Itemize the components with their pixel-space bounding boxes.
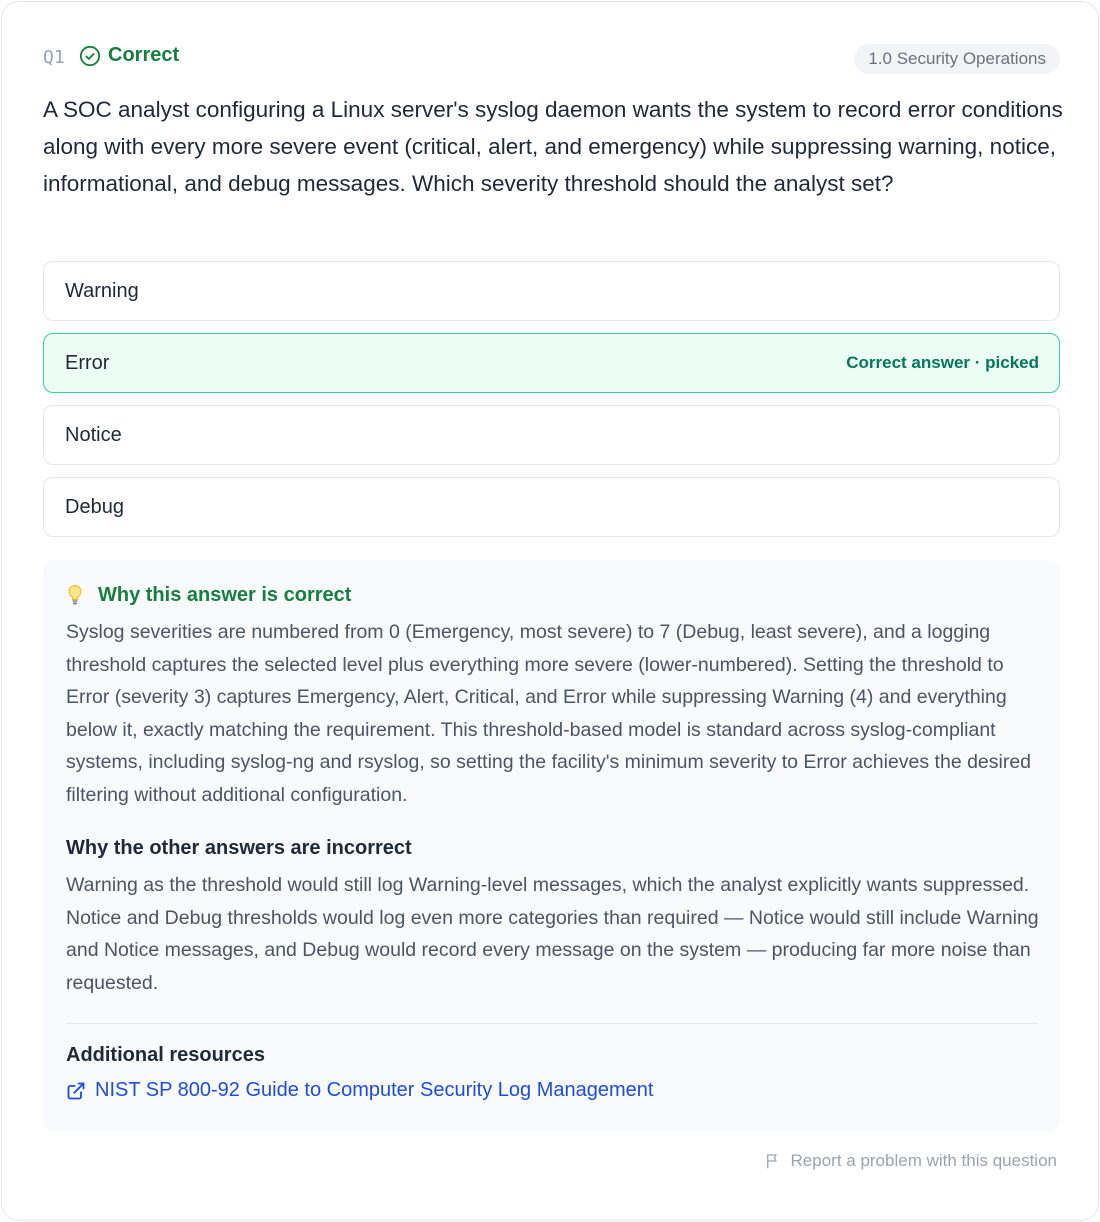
incorrect-answers-title: Why the other answers are incorrect (66, 837, 412, 859)
status-label: Correct (108, 44, 180, 66)
report-problem-label: Report a problem with this question (790, 1151, 1057, 1170)
explanation-title: Why this answer is correct (98, 583, 352, 606)
external-link-icon (66, 1081, 95, 1101)
report-problem-button[interactable] (764, 1151, 1057, 1171)
resource-link[interactable] (66, 1079, 653, 1102)
answer-option-debug[interactable] (43, 477, 1060, 537)
flag-icon (764, 1152, 791, 1170)
option-label: Debug (65, 496, 124, 518)
answer-option-error[interactable] (43, 333, 1060, 393)
option-label: Notice (65, 424, 122, 446)
resource-link-label: NIST SP 800-92 Guide to Computer Security Log Management (95, 1079, 654, 1101)
check-circle-icon (79, 45, 101, 67)
question-number: Q1 (43, 47, 65, 68)
result-status (79, 44, 179, 67)
resources-title: Additional resources (66, 1044, 265, 1066)
question-text: A SOC analyst configuring a Linux server's syslog daemon wants the system to record error conditions along with every more severe event (critical, alert, and emergency) while suppressing warning, notice, informational, and debug messages. Which severity threshold should the analyst set? (43, 97, 1063, 196)
topic-badge: 1.0 Security Operations (854, 44, 1060, 74)
explanation-panel (43, 560, 1060, 1132)
option-label: Error (65, 352, 110, 374)
explanation-body: Syslog severities are numbered from 0 (Emergency, most severe) to 7 (Debug, least severe), and a logging threshold captures the selected level plus everything more severe (lower-numbered). Setting the threshold to Error (severity 3) captures Emergency, Alert, Critical, and Error while suppressing Warning (4) and everything below it, exactly matching the requirement. This threshold-based model is standard across syslog-compliant systems, including syslog-ng and rsyslog, so setting the facility's minimum severity to Error achieves the desired filtering without additional configuration. (66, 621, 1032, 806)
answer-options (43, 261, 1060, 549)
divider (66, 1023, 1038, 1024)
option-label: Warning (65, 280, 139, 302)
answer-option-notice[interactable] (43, 405, 1060, 465)
question-header (43, 42, 1060, 76)
lightbulb-icon (65, 583, 85, 607)
answer-option-warning[interactable] (43, 261, 1060, 321)
explanation-header (65, 583, 351, 607)
incorrect-answers-body: Warning as the threshold would still log Warning-level messages, which the analyst explicitly wants suppressed. Notice and Debug thresholds would log even more categories than required — Notice would still include Warning and Notice messages, and Debug would record every message on the system — producing far more noise than requested. (66, 874, 1039, 994)
correct-picked-tag: Correct answer · picked (846, 353, 1039, 372)
question-card (1, 1, 1099, 1221)
